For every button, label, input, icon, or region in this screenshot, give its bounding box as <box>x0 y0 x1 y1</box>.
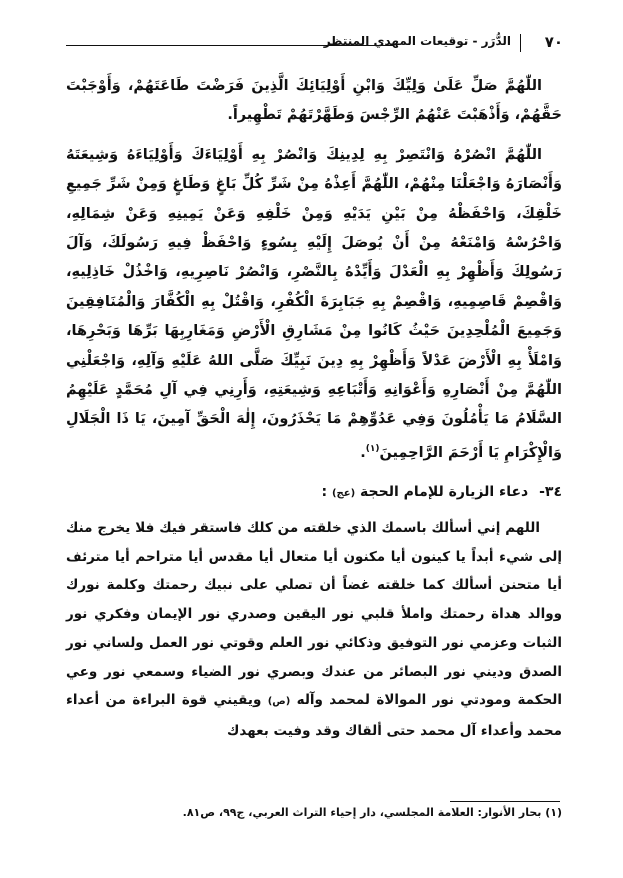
page-number: ٧٠ <box>544 33 563 51</box>
page-header <box>60 33 563 55</box>
section-number: ٣٤- <box>539 484 562 500</box>
supplication-block <box>66 72 562 468</box>
running-title: الدُّرَر - توقيعات المهدي المنتظر <box>323 34 511 48</box>
paragraph-3-tail: ويقيني قوة البراءة من أعداء محمد وأعداء آل محمد حتى ألقاك وقد وفيت بعهدك <box>66 692 562 739</box>
paragraph-2-text: اللّٰهُمَّ انْصُرْهُ وَانْتَصِرْ بِهِ لِدِينِكَ وَانْصُرْ بِهِ أَوْلِيَاءَكَ وَأَوْلِيَاءَهُ وَشِيعَتَهُ وَأَنْصَارَهُ وَاجْعَلْنَا مِنْهُمْ، اللّٰهُمَّ أَعِذْهُ مِنْ شَرِّ كُلِّ بَاغٍ وَطَاغٍ وَمِنْ شَرِّ جَمِيعِ خَلْقِكَ، وَاحْفَظْهُ مِنْ بَيْنِ يَدَيْهِ وَمِنْ خَلْفِهِ وَعَنْ يَمِينِهِ وَعَنْ شِمَالِهِ، وَاحْرُسْهُ وَامْنَعْهُ مِنْ أَنْ يُوصَلَ إِلَيْهِ بِسُوءٍ وَاحْفَظْ فِيهِ رَسُولَكَ، وَآلَ رَسُولِكَ وَأَظْهِرْ بِهِ الْعَدْلَ وَأَيِّدْهُ بِالنَّصْرِ، وَانْصُرْ نَاصِرِيهِ، وَاخْذُلْ خَاذِلِيهِ، وَاقْصِمْ قَاصِمِيهِ، وَاقْصِمْ بِهِ جَبَابِرَةَ الْكُفْرِ، وَاقْتُلْ بِهِ الْكُفَّارَ وَالْمُنَافِقِينَ وَجَمِيعَ الْمُلْحِدِينَ حَيْثُ كَانُوا مِنْ مَشَارِقِ الْأَرْضِ وَمَغَارِبِهَا بَرِّهَا وَبَحْرِهَا، وَامْلَأْ بِهِ الْأَرْضَ عَدْلاً وَأَظْهِرْ بِهِ دِينَ نَبِيِّكَ صَلَّى اللهُ عَلَيْهِ وَآلِهِ، وَاجْعَلْنِي اللّٰهُمَّ مِنْ أَنْصَارِهِ وَأَعْوَانِهِ وَأَتْبَاعِهِ وَشِيعَتِهِ، وَأَرِنِي فِي آلِ مُحَمَّدٍ عَلَيْهِمُ السَّلَامُ مَا يَأْمُلُونَ وَفِي عَدُوِّهِمْ مَا يَحْذَرُونَ، إِلٰهَ الْحَقِّ آمِينَ، يَا ذَا الْجَلَالِ وَالْإِكْرَامِ يَا أَرْحَمَ الرَّاحِمِينَ <box>66 146 562 461</box>
paragraph-1: اللّٰهُمَّ صَلِّ عَلَىٰ وَلِيِّكَ وَابْنِ أَوْلِيَائِكَ الَّذِينَ فَرَضْتَ طَاعَتَهُمْ، وَأَوْجَبْتَ حَقَّهُمْ، وَأَذْهَبْتَ عَنْهُمُ الرِّجْسَ وَطَهَّرْتَهُمْ تَطْهِيراً. <box>66 78 562 124</box>
paragraph-3-text: اللهم إني أسألك باسمك الذي خلقته من كلك فاستقر فيك فلا يخرج منك إلى شيء أبداً يا كينون أيا مكنون أيا متعال أيا مقدس أيا متراحم أيا مترئف أيا متحنن أسألك كما خلقته غضاً أن تصلي على نبيك رحمتك وكلمة نورك ووالد هداة رحمتك واملأ قلبي نور اليقين وصدري نور الإيمان وفكري نور الثبات وعزمي نور التوفيق وذكائي نور العلم وقوتي نور العمل ولساني نور الصدق وديني نور البصائر من عندك وبصري نور الضياء وسمعي نور وعي الحكمة ومودتي نور الموالاة لمحمد وآله <box>66 520 562 709</box>
prose-block <box>66 514 562 746</box>
salawat-symbol: (ص) <box>267 696 291 708</box>
footnote: (١) بحار الأنوار: العلامة المجلسي، دار إحياء التراث العربي، ج٩٩، ص٨١. <box>182 806 562 819</box>
paragraph-3 <box>66 514 562 746</box>
footnote-rule <box>450 801 560 802</box>
honorific-symbol: (عج) <box>331 488 356 499</box>
footnote-marker: (١) <box>365 443 380 454</box>
header-separator <box>520 34 521 52</box>
section-title: دعاء الزيارة للإمام الحجة <box>360 484 529 500</box>
header-rule <box>66 45 393 46</box>
section-heading: ٣٤- دعاء الزيارة للإمام الحجة (عج) : <box>321 484 562 500</box>
paragraph-2: اللّٰهُمَّ انْصُرْهُ وَانْتَصِرْ بِهِ لِدِينِكَ وَانْصُرْ بِهِ أَوْلِيَاءَكَ وَأَوْلِيَاءَهُ وَشِيعَتَهُ وَأَنْصَارَهُ وَاجْعَلْنَا مِنْهُمْ، اللّٰهُمَّ أَعِذْهُ مِنْ شَرِّ كُلِّ بَاغٍ وَطَاغٍ وَمِنْ شَرِّ جَمِيعِ خَلْقِكَ، وَاحْفَظْهُ مِنْ بَيْنِ يَدَيْهِ وَمِنْ خَلْفِهِ وَعَنْ يَمِينِهِ وَعَنْ شِمَالِهِ، وَاحْرُسْهُ وَامْنَعْهُ مِنْ أَنْ يُوصَلَ إِلَيْهِ بِسُوءٍ وَاحْفَظْ فِيهِ رَسُولَكَ، وَآلَ رَسُولِكَ وَأَظْهِرْ بِهِ الْعَدْلَ وَأَيِّدْهُ بِالنَّصْرِ، وَانْصُرْ نَاصِرِيهِ، وَاخْذُلْ خَاذِلِيهِ، وَاقْصِمْ قَاصِمِيهِ، وَاقْصِمْ بِهِ جَبَابِرَةَ الْكُفْرِ، وَاقْتُلْ بِهِ الْكُفَّارَ وَالْمُنَافِقِينَ وَجَمِيعَ الْمُلْحِدِينَ حَيْثُ كَانُوا مِنْ مَشَارِقِ الْأَرْضِ وَمَغَارِبِهَا بَرِّهَا وَبَحْرِهَا، وَامْلَأْ بِهِ الْأَرْضَ عَدْلاً وَأَظْهِرْ بِهِ دِينَ نَبِيِّكَ صَلَّى اللهُ عَلَيْهِ وَآلِهِ، وَاجْعَلْنِي اللّٰهُمَّ مِنْ أَنْصَارِهِ وَأَعْوَانِهِ وَأَتْبَاعِهِ وَشِيعَتِهِ، وَأَرِنِي فِي آلِ مُحَمَّدٍ عَلَيْهِمُ السَّلَامُ مَا يَأْمُلُونَ وَفِي عَدُوِّهِمْ مَا يَحْذَرُونَ، إِلٰهَ الْحَقِّ آمِينَ، يَا ذَا الْجَلَالِ وَالْإِكْرَامِ يَا أَرْحَمَ الرَّاحِمِينَ$^{(١)}$. <box>66 146 562 461</box>
